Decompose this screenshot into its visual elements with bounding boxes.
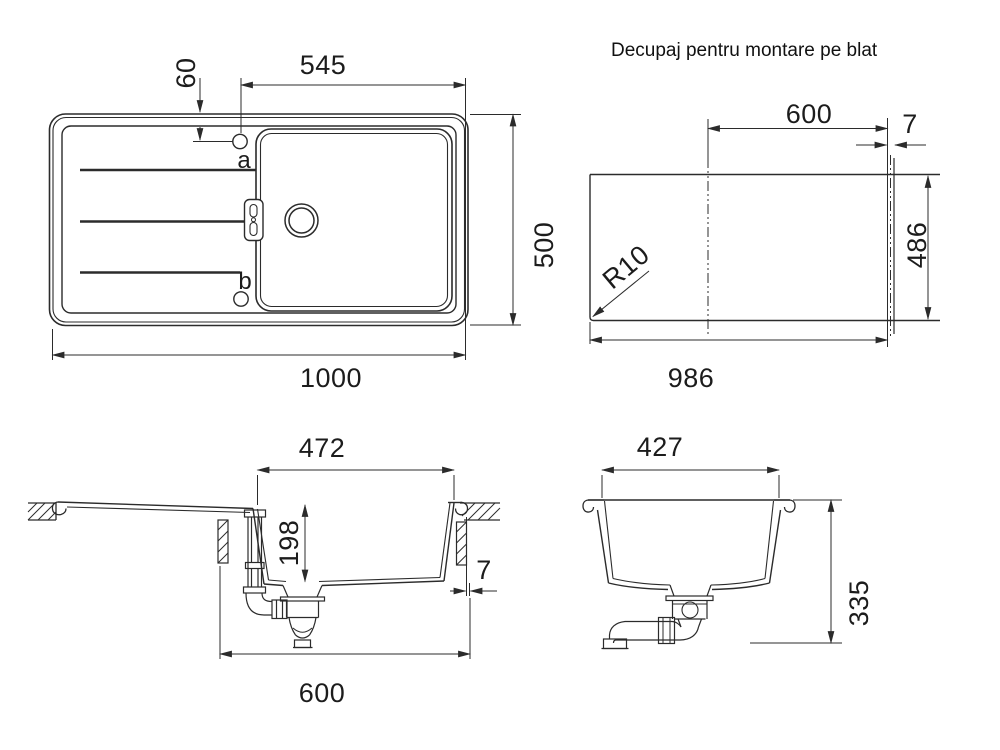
drain-hole-inner bbox=[289, 208, 314, 233]
dim-rim-overhang-label: 7 bbox=[476, 555, 492, 585]
overflow-pipe bbox=[244, 510, 273, 615]
trap-nut bbox=[272, 600, 287, 619]
dim-cutout-center-label: 600 bbox=[785, 99, 833, 129]
hole-b-label: b bbox=[238, 268, 252, 295]
corner-radius-label: R10 bbox=[596, 239, 656, 295]
drain-hole-outer bbox=[285, 204, 318, 237]
drain-trap-cross bbox=[602, 585, 714, 649]
trap-foot bbox=[295, 640, 311, 648]
dim-tap-offset-label: 60 bbox=[171, 57, 201, 89]
side-view-linework bbox=[28, 470, 500, 659]
dim-tap-to-edge-label: 545 bbox=[299, 50, 347, 80]
cross-dimension-lines bbox=[602, 470, 842, 643]
dim-bowl-length-label: 472 bbox=[298, 433, 346, 463]
hatch-right-counter bbox=[462, 503, 500, 520]
bowl-bottom-inner-r bbox=[319, 578, 440, 582]
countertop-left bbox=[28, 503, 56, 520]
hatch-left-counter bbox=[28, 503, 56, 520]
bowl-cross-profile bbox=[583, 500, 795, 590]
right-rim-lip bbox=[456, 502, 468, 514]
hole-a-label: a bbox=[237, 147, 251, 174]
dim-cutout-height-label: 486 bbox=[902, 221, 932, 269]
cabinet-wall-left bbox=[218, 520, 228, 563]
cross-view-linework bbox=[583, 470, 842, 649]
right-lip bbox=[774, 500, 795, 512]
waste-elbow bbox=[602, 618, 699, 649]
overflow-elbow-inner bbox=[262, 593, 272, 602]
trap-cup-right bbox=[310, 618, 317, 636]
bowl-bottom-outer-r bbox=[322, 581, 444, 586]
drainboard-grooves bbox=[80, 170, 256, 273]
dim-sink-length-label: 1000 bbox=[299, 363, 363, 393]
dim-sink-width-label: 500 bbox=[529, 221, 559, 269]
dim-bowl-depth-label: 198 bbox=[274, 519, 304, 567]
left-lip bbox=[583, 500, 604, 512]
bottom-outer-l bbox=[609, 583, 669, 590]
trap-cup-inner bbox=[293, 628, 312, 632]
bottom-inner-l bbox=[613, 579, 670, 586]
dim-cutout-offset-label: 7 bbox=[902, 109, 918, 139]
bottom-outer-r bbox=[712, 583, 770, 590]
drain-trap-side bbox=[272, 586, 325, 648]
left-rim-lip bbox=[52, 502, 66, 515]
dim-cabinet-width-label: 600 bbox=[298, 678, 346, 708]
cutout-view-title: Decupaj pentru montare pe blat bbox=[611, 40, 878, 61]
bowl-bottom-outer-l bbox=[264, 584, 283, 586]
plan-view-linework bbox=[50, 78, 522, 360]
dim-total-depth-label: 335 bbox=[844, 579, 874, 627]
dim-cutout-length-label: 986 bbox=[667, 363, 715, 393]
bottom-inner-r bbox=[711, 579, 765, 586]
trap-cup-left bbox=[289, 618, 296, 636]
trap-cup-bottom bbox=[296, 635, 310, 638]
dim-bowl-width-label: 427 bbox=[636, 432, 684, 462]
bowl-left-wall-inner bbox=[258, 509, 269, 580]
sink-profile bbox=[52, 502, 467, 586]
overflow-elbow-outer bbox=[246, 593, 272, 615]
overflow-control bbox=[245, 200, 264, 241]
plan-dimension-lines bbox=[53, 78, 522, 360]
